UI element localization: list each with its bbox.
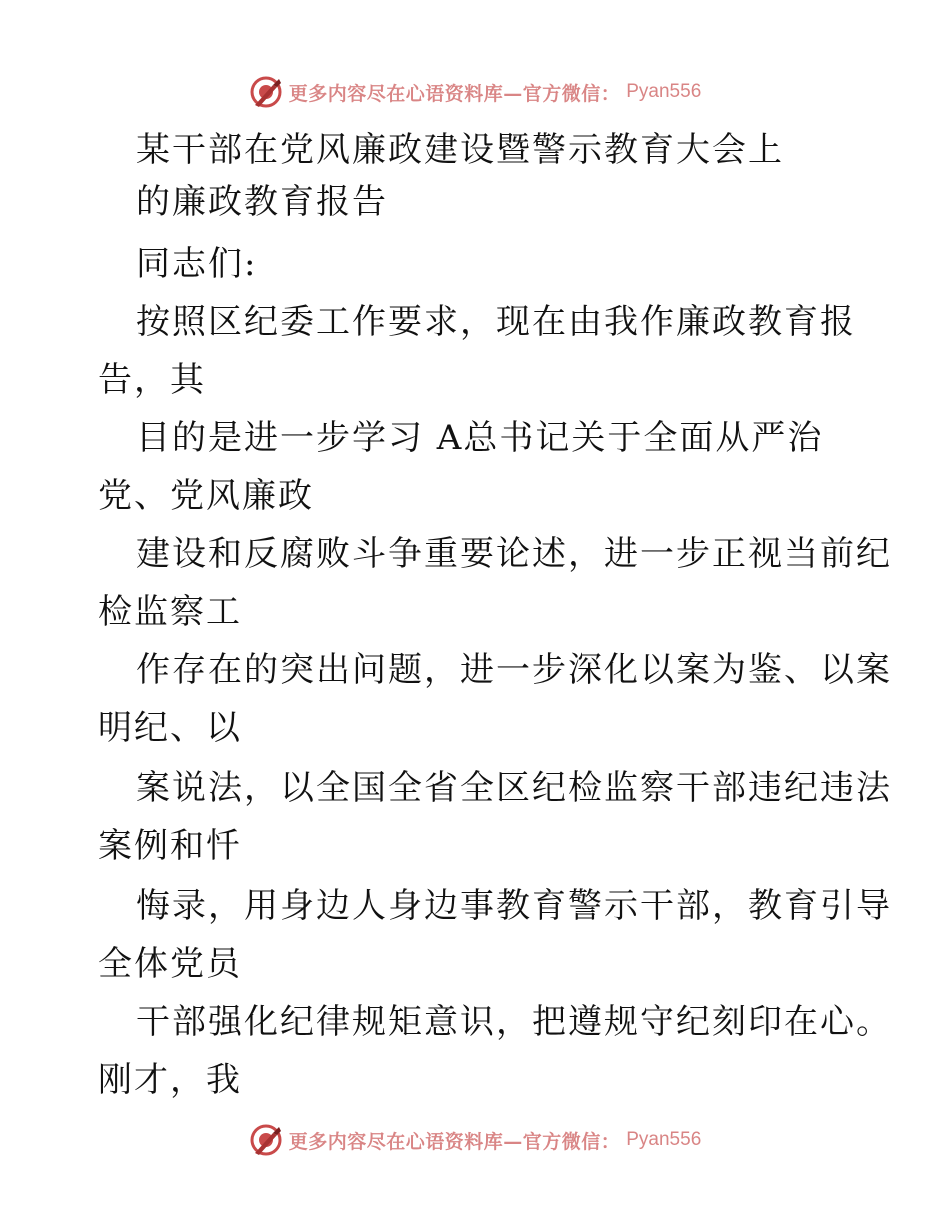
title-line-1: 某干部在党风廉政建设暨警示教育大会上 xyxy=(136,130,784,170)
pen-logo-icon xyxy=(249,1123,283,1157)
watermark-text: 更多内容尽在心语资料库—官方微信： xyxy=(288,82,621,105)
watermark-wechat-id: Pyan556 xyxy=(626,1129,702,1150)
watermark-text: 更多内容尽在心语资料库—官方微信： xyxy=(288,1130,621,1153)
pen-logo-icon xyxy=(249,75,283,109)
body-line: 作存在的突出问题，进一步深化以案为鉴、以案 xyxy=(136,650,892,690)
watermark-wechat-id: Pyan556 xyxy=(626,81,702,102)
body-line: 按照区纪委工作要求，现在由我作廉政教育报 xyxy=(136,302,856,342)
body-line: 案说法，以全国全省全区纪检监察干部违纪违法 xyxy=(136,768,892,808)
body-line: 党、党风廉政 xyxy=(98,476,314,516)
body-line: 刚才，我 xyxy=(98,1060,242,1100)
body-line: 悔录，用身边人身边事教育警示干部，教育引导 xyxy=(136,886,892,926)
body-line: 建设和反腐败斗争重要论述，进一步正视当前纪 xyxy=(136,534,892,574)
body-line: 检监察工 xyxy=(98,592,242,632)
header-watermark xyxy=(0,72,950,112)
body-line: 明纪、以 xyxy=(98,708,242,748)
title-line-2: 的廉政教育报告 xyxy=(136,182,388,222)
body-line: 告，其 xyxy=(98,360,206,400)
body-line: 全体党员 xyxy=(98,944,242,984)
body-line: 案例和忏 xyxy=(98,826,242,866)
body-line: 目的是进一步学习 A总书记关于全面从严治 xyxy=(136,418,824,458)
body-line: 干部强化纪律规矩意识，把遵规守纪刻印在心。 xyxy=(136,1002,892,1042)
footer-watermark xyxy=(0,1120,950,1160)
salutation: 同志们: xyxy=(136,244,258,284)
